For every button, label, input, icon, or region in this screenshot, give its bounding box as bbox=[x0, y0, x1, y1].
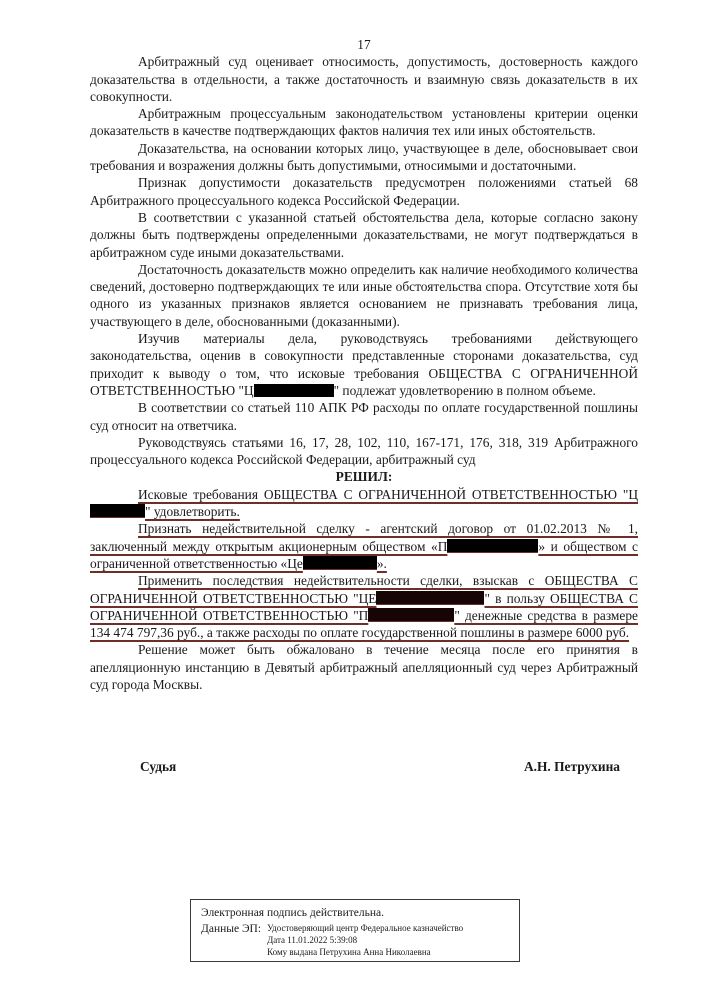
decision-text-pre: Применить последствия недействительности сделки, взыскав с ОБЩЕСТВА С ОГРАНИЧЕННОЙ ОТВЕТСТВЕННОСТЬЮ "ЦЕ bbox=[90, 573, 638, 606]
decision-text-mid: " в пользу ОБЩЕСТВА С ОГРАНИЧЕННОЙ ОТВЕТСТВЕННОСТЬЮ "П bbox=[90, 590, 638, 623]
paragraph-specified-article: В соответствии с указанной статьей обстоятельства дела, которые согласно закону должны быть подтверждены определенными доказательствами, не могут подтверждаться в арбитражном суде иными доказательствами. bbox=[90, 209, 638, 260]
esign-valid-text: Электронная подпись действительна. bbox=[201, 907, 384, 919]
esign-date: Дата 11.01.2022 5:39:08 bbox=[267, 934, 358, 945]
redaction-box bbox=[303, 556, 377, 570]
decision-text-pre: Исковые требования ОБЩЕСТВА С ОГРАНИЧЕННОЙ ОТВЕТСТВЕННОСТЬЮ "Ц bbox=[138, 486, 638, 502]
decision-paragraph-invalidate-contract bbox=[90, 520, 638, 572]
conclusion-text-pre: Изучив материалы дела, руководствуясь требованиями действующего законодательства, оценив в совокупности представленные сторонами доказательства, суд приходит к выводу о том, что исковые требования ОБЩЕСТВА С ОГРАНИЧЕННОЙ ОТВЕТСТВЕННОСТЬЮ "Ц bbox=[90, 331, 638, 398]
paragraph-state-duty: В соответствии со статьей 110 АПК РФ расходы по оплате государственной пошлины суд относит на ответчика. bbox=[90, 400, 638, 433]
decision-text-post: ». bbox=[376, 555, 387, 571]
redaction-box bbox=[368, 608, 454, 622]
esign-data-row bbox=[201, 923, 509, 958]
decision-text-post: " удовлетворить. bbox=[145, 504, 240, 520]
electronic-signature-stamp bbox=[190, 899, 520, 962]
conclusion-text-post: " подлежат удовлетворению в полном объеме. bbox=[333, 382, 596, 398]
esign-certifying-center: Удостоверяющий центр Федеральное казначейство bbox=[267, 923, 464, 933]
paragraph-criteria: Арбитражным процессуальным законодательством установлены критерии оценки доказательств в качестве подтверждающих фактов наличия тех или иных обстоятельств. bbox=[90, 106, 638, 139]
paragraph-article-68: Признак допустимости доказательств предусмотрен положениями статьей 68 Арбитражного процессуального кодекса Российской Федерации. bbox=[90, 175, 638, 208]
paragraph-admissibility: Доказательства, на основании которых лицо, участвующее в деле, обосновывает свои требования и возражения должны быть допустимыми, относимыми и достаточными. bbox=[90, 140, 638, 174]
esign-values bbox=[267, 923, 463, 958]
paragraph-guided-by-articles: Руководствуясь статьями 16, 17, 28, 102, 110, 167-171, 176, 318, 319 Арбитражного процессуального кодекса Российской Федерации, арбитражный суд bbox=[90, 434, 638, 468]
judge-role-label: Судья bbox=[140, 759, 177, 774]
paragraph-appeal-notice: Решение может быть обжаловано в течение месяца после его принятия в апелляционную инстанцию в Девятый арбитражный апелляционный суд через Арбитражный суд города Москвы. bbox=[90, 642, 638, 692]
judge-name: А.Н. Петрухина bbox=[523, 759, 620, 774]
resolution-heading: РЕШИЛ: bbox=[335, 469, 393, 485]
paragraph-conclusion bbox=[90, 330, 638, 399]
esign-data-label: Данные ЭП: bbox=[201, 923, 262, 935]
paragraph-sufficiency: Достаточность доказательств можно определить как наличие необходимого количества сведений, достоверно подтверждающих те или иные обстоятельства спора. Отсутствие хотя бы одного из указанных признаков является основанием не признавать требования лица, участвующего в деле, обоснованными (доказанными). bbox=[90, 261, 638, 329]
document-body bbox=[90, 36, 638, 693]
esign-issued-to: Кому выдана Петрухина Анна Николаевна bbox=[267, 946, 431, 957]
decision-text-pre: Признать недействительной сделку - агентский договор от 01.02.2013 № 1, заключенный между открытым акционерным обществом «П bbox=[90, 521, 638, 554]
page-number: 17 bbox=[357, 37, 371, 52]
signature-row bbox=[90, 758, 638, 775]
redaction-box bbox=[376, 591, 484, 605]
decision-paragraph-consequences bbox=[90, 572, 638, 641]
paragraph-evidence-assessment: Арбитражный суд оценивает относимость, допустимость, достоверность каждого доказательства в отдельности, а также достаточность и взаимную связь доказательств в их совокупности. bbox=[90, 54, 638, 104]
redaction-box bbox=[254, 384, 334, 397]
redaction-box bbox=[90, 504, 145, 518]
decision-text-post: " денежные средства в размере 134 474 797,36 руб., а также расходы по оплате государственной пошлины в размере 6000 руб. bbox=[90, 607, 638, 641]
redaction-box bbox=[447, 539, 538, 553]
decision-paragraph-satisfy-claims bbox=[90, 486, 638, 521]
decision-text-mid: » и обществом с ограниченной ответственностью «Це bbox=[90, 538, 638, 571]
